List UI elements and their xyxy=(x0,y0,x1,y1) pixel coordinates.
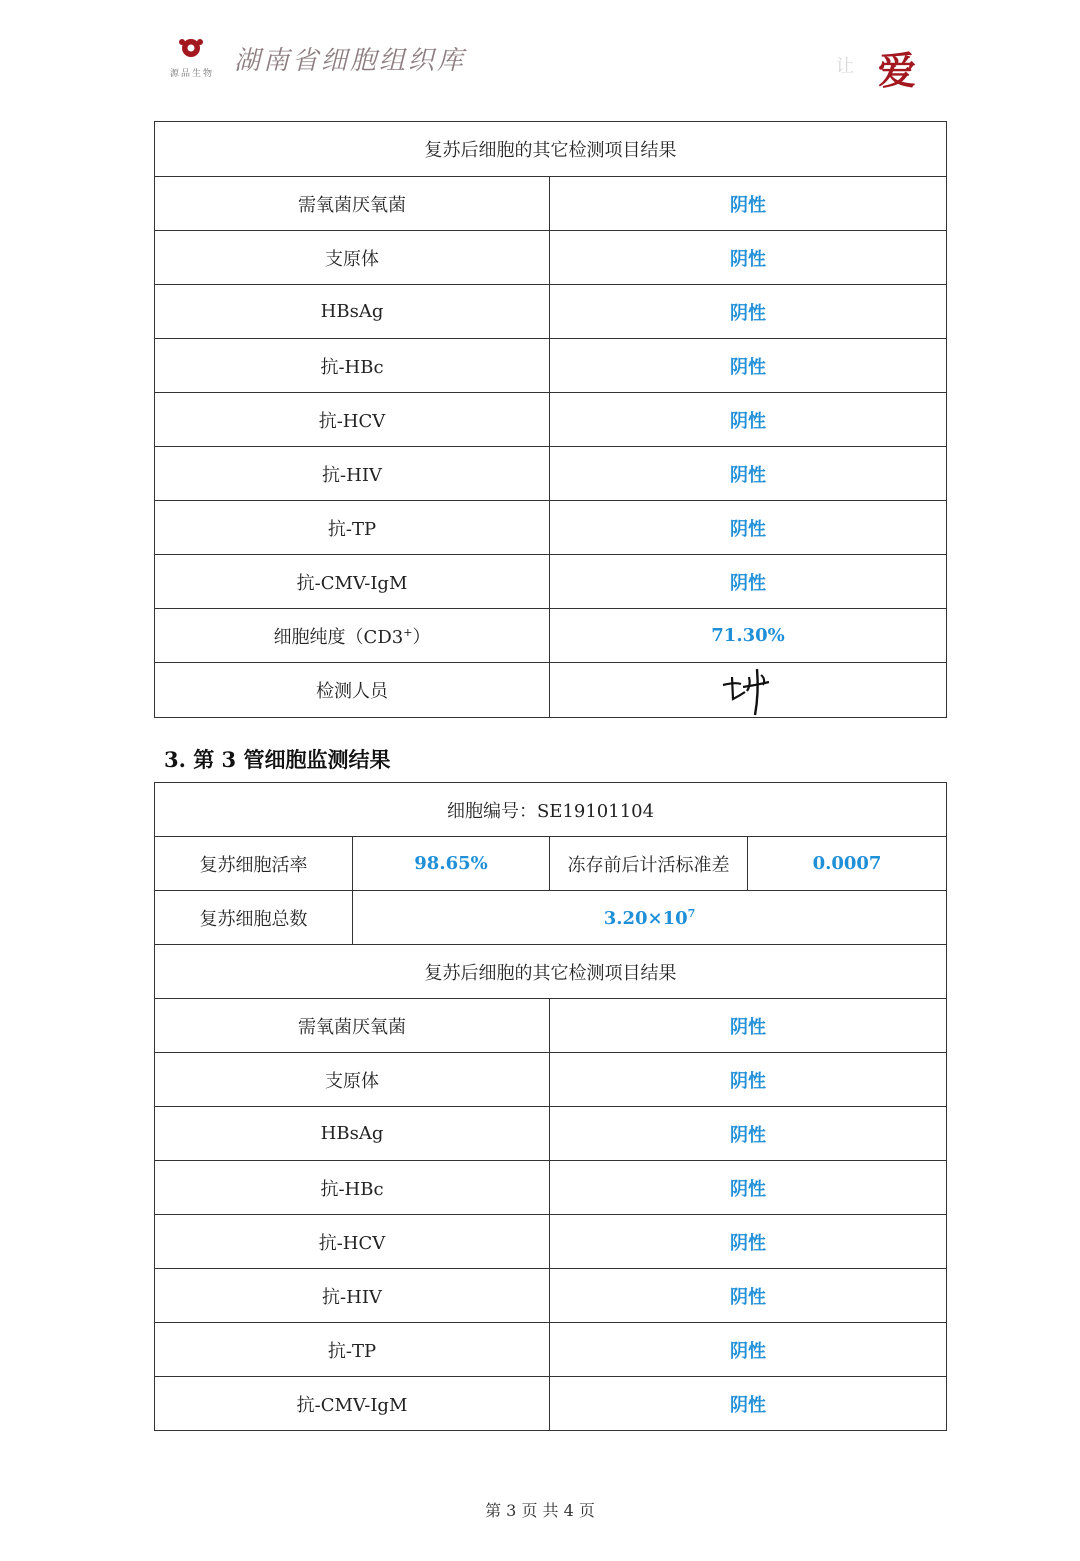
results-table-2 xyxy=(154,782,947,1431)
purity-label xyxy=(155,609,550,663)
test-label: 需氧菌厌氧菌 xyxy=(155,177,550,231)
table-row xyxy=(155,177,947,231)
test-result: 阴性 xyxy=(550,393,947,447)
results-table-1 xyxy=(154,121,947,718)
test-label: 抗-HIV xyxy=(155,1269,550,1323)
table-row xyxy=(155,231,947,285)
test-label: HBsAg xyxy=(155,1107,550,1161)
table-row xyxy=(155,1161,947,1215)
table-row xyxy=(155,999,947,1053)
test-result: 阴性 xyxy=(550,1377,947,1431)
test-label: 支原体 xyxy=(155,1053,550,1107)
page-footer: 第 3 页 共 4 页 xyxy=(485,1501,595,1520)
test-result: 阴性 xyxy=(550,285,947,339)
test-result: 阴性 xyxy=(550,1161,947,1215)
purity-label-sup: + xyxy=(403,625,413,639)
test-label: HBsAg xyxy=(155,285,550,339)
brand-mark xyxy=(836,40,926,93)
total-value-base: 3.20×10 xyxy=(603,907,688,929)
test-result: 阴性 xyxy=(550,501,947,555)
test-label: 抗-CMV-IgM xyxy=(155,555,550,609)
inspector-signature xyxy=(550,663,947,718)
test-label: 抗-HBc xyxy=(155,1161,550,1215)
table-row xyxy=(155,1053,947,1107)
table-subtitle-row xyxy=(155,945,947,999)
test-result: 阴性 xyxy=(550,1107,947,1161)
table-row xyxy=(155,1323,947,1377)
test-label: 支原体 xyxy=(155,231,550,285)
table-row xyxy=(155,393,947,447)
org-name: 湖南省细胞组织库 xyxy=(234,46,467,76)
test-label: 抗-HCV xyxy=(155,1215,550,1269)
table-title: 复苏后细胞的其它检测项目结果 xyxy=(155,122,947,177)
test-label: 抗-TP xyxy=(155,1323,550,1377)
test-result: 阴性 xyxy=(550,1323,947,1377)
cell-number: 细胞编号：SE19101104 xyxy=(155,783,947,837)
page-header xyxy=(0,0,1080,110)
test-result: 阴性 xyxy=(550,339,947,393)
total-value xyxy=(353,891,947,945)
inspector-label: 检测人员 xyxy=(155,663,550,718)
viability-row xyxy=(155,837,947,891)
table-title-row xyxy=(155,122,947,177)
table-row xyxy=(155,501,947,555)
test-result: 阴性 xyxy=(550,1269,947,1323)
test-label: 抗-HBc xyxy=(155,339,550,393)
table-row xyxy=(155,1377,947,1431)
section-3-title: 3. 第 3 管细胞监测结果 xyxy=(164,747,391,772)
purity-label-text: 细胞纯度（CD3 xyxy=(273,626,404,648)
table-row xyxy=(155,1215,947,1269)
table-row xyxy=(155,1269,947,1323)
cell-number-row xyxy=(155,783,947,837)
purity-value: 71.30% xyxy=(550,609,947,663)
table-row xyxy=(155,285,947,339)
company-logo xyxy=(160,36,224,82)
table-row xyxy=(155,339,947,393)
inspector-row xyxy=(155,663,947,718)
test-label: 抗-HCV xyxy=(155,393,550,447)
test-result: 阴性 xyxy=(550,1215,947,1269)
logo-subtext: 源品生物 xyxy=(169,69,214,79)
table-row xyxy=(155,1107,947,1161)
brand-big-text: 爱 xyxy=(878,48,917,93)
test-result: 阴性 xyxy=(550,447,947,501)
viability-label: 复苏细胞活率 xyxy=(155,837,353,891)
viability-value: 98.65% xyxy=(353,837,550,891)
total-value-exponent: 7 xyxy=(687,906,696,920)
test-label: 抗-HIV xyxy=(155,447,550,501)
test-label: 需氧菌厌氧菌 xyxy=(155,999,550,1053)
brand-small-text: 让 xyxy=(836,56,854,77)
test-result: 阴性 xyxy=(550,555,947,609)
total-label: 复苏细胞总数 xyxy=(155,891,353,945)
handwritten-signature-icon xyxy=(713,663,783,717)
table-row xyxy=(155,555,947,609)
purity-label-close: ） xyxy=(412,626,431,648)
table-row xyxy=(155,447,947,501)
test-label: 抗-CMV-IgM xyxy=(155,1377,550,1431)
sd-value: 0.0007 xyxy=(748,837,947,891)
purity-row xyxy=(155,609,947,663)
total-row xyxy=(155,891,947,945)
test-result: 阴性 xyxy=(550,999,947,1053)
test-result: 阴性 xyxy=(550,177,947,231)
table-subtitle: 复苏后细胞的其它检测项目结果 xyxy=(155,945,947,999)
test-label: 抗-TP xyxy=(155,501,550,555)
test-result: 阴性 xyxy=(550,231,947,285)
flower-logo-icon xyxy=(174,36,208,62)
sd-label: 冻存前后计活标准差 xyxy=(550,837,748,891)
test-result: 阴性 xyxy=(550,1053,947,1107)
